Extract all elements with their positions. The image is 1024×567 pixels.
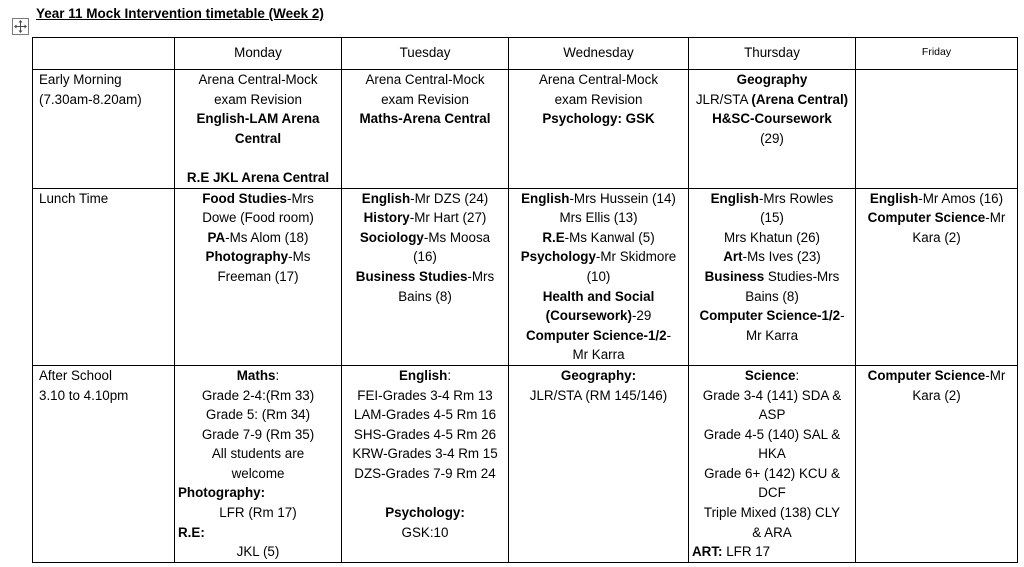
cell-text: :	[275, 367, 280, 383]
cell-text: JLR/STA (RM 145/146)	[529, 387, 668, 403]
subject-label: English-LAM Arena	[196, 111, 320, 127]
cell-text: & ARA	[752, 524, 792, 540]
page-title: Year 11 Mock Intervention timetable (Week 2)	[36, 6, 324, 21]
cell-line	[178, 148, 338, 168]
cell-line	[692, 425, 852, 445]
cell-text: -Mr Amos (16)	[918, 190, 1004, 206]
subject-label: (Coursework)	[545, 308, 632, 324]
cell-line	[512, 109, 685, 129]
table-row-after-school	[33, 365, 1018, 562]
cell-text: All students are	[211, 446, 305, 462]
cell-line	[512, 267, 685, 287]
subject-label: Science	[744, 367, 796, 383]
header-friday: Friday	[856, 38, 1018, 70]
cell-line	[512, 247, 685, 267]
subject-label: Computer Science	[867, 210, 986, 226]
cell-line	[178, 483, 338, 503]
row-label-line: Lunch Time	[39, 190, 109, 206]
cell-text: -Mr Hart (27)	[409, 210, 487, 226]
subject-label: Psychology:	[385, 505, 465, 521]
cell-line	[692, 287, 852, 307]
cell-line	[512, 70, 685, 90]
cell-early-morning-tuesday	[342, 70, 509, 189]
cell-line	[692, 542, 852, 562]
cell-line	[178, 267, 338, 287]
cell-text: -29	[631, 308, 652, 324]
table-move-handle[interactable]	[12, 18, 29, 35]
cell-early-morning-monday	[175, 70, 342, 189]
cell-text: LFR (Rm 17)	[219, 505, 297, 521]
cell-line	[859, 208, 1014, 228]
cell-line	[345, 208, 505, 228]
cell-after-school-tuesday	[342, 365, 509, 562]
subject-label: Geography:	[560, 367, 637, 383]
cell-text: Arena Central-Mock	[538, 72, 659, 87]
cell-text: -	[666, 327, 672, 343]
cell-text: -Mrs	[287, 190, 314, 206]
cell-text: Grade 2-4:(Rm 33)	[201, 387, 315, 403]
cell-line	[512, 306, 685, 326]
cell-line	[692, 208, 852, 228]
cell-line	[178, 503, 338, 523]
cell-line	[692, 326, 852, 346]
cell-line	[345, 228, 505, 248]
cell-text: JLR/STA	[695, 91, 752, 107]
cell-line	[859, 386, 1014, 406]
subject-label: Psychology: GSK	[542, 111, 655, 127]
cell-line	[345, 70, 505, 90]
cell-line	[178, 523, 338, 543]
cell-line	[178, 386, 338, 406]
subject-label: Psychology	[520, 249, 596, 265]
cell-text: -Ms	[288, 249, 311, 265]
cell-text: HKA	[758, 446, 786, 462]
cell-line	[692, 483, 852, 503]
cell-text: Mr Karra	[572, 347, 625, 363]
subject-label: R.E JKL Arena Central	[186, 169, 330, 185]
cell-line	[178, 542, 338, 562]
cell-text: welcome	[231, 465, 285, 481]
cell-line	[345, 464, 505, 484]
cell-after-school-friday	[856, 365, 1018, 562]
cell-line	[692, 444, 852, 464]
cell-text: Bains (8)	[398, 288, 452, 304]
table-row-early-morning	[33, 70, 1018, 189]
cell-text: -Mrs	[467, 268, 495, 284]
subject-label: Business	[704, 268, 765, 284]
subject-label: Sociology	[359, 229, 424, 245]
cell-line	[692, 228, 852, 248]
cell-line	[345, 189, 505, 209]
cell-line	[512, 386, 685, 406]
cell-lunch-time-thursday	[689, 188, 856, 365]
subject-label: Computer Science-1/2	[525, 327, 667, 343]
cell-text: LAM-Grades 4-5 Rm 16	[353, 407, 497, 423]
cell-text: Arena Central-Mock	[198, 72, 318, 87]
subject-label: History	[363, 210, 410, 226]
cell-text: -Mrs Rowles	[758, 190, 834, 206]
cell-text: Grade 3-4 (141) SDA &	[702, 387, 842, 403]
cell-line	[345, 90, 505, 110]
cell-line	[345, 503, 505, 523]
cell-line	[692, 306, 852, 326]
subject-label: Maths	[236, 367, 276, 383]
cell-line	[345, 386, 505, 406]
cell-line	[345, 444, 505, 464]
subject-label: R.E	[542, 229, 565, 245]
subject-label: Computer Science-1/2	[699, 308, 841, 324]
cell-text: :	[447, 367, 452, 383]
cell-line	[692, 503, 852, 523]
cell-line	[178, 70, 338, 90]
cell-text: Kara (2)	[912, 387, 961, 403]
cell-text: -Mr DZS (24)	[410, 190, 489, 206]
cell-line	[692, 405, 852, 425]
subject-label: Art	[723, 249, 743, 265]
table-row-lunch-time	[33, 188, 1018, 365]
cell-text: Kara (2)	[912, 229, 961, 245]
cell-line	[859, 189, 1014, 209]
cell-text: -Ms Alom (18)	[225, 229, 309, 245]
timetable	[32, 37, 1018, 563]
subject-label: Business Studies	[355, 268, 468, 284]
subject-label: Central	[234, 130, 282, 146]
header-thursday: Thursday	[689, 38, 856, 70]
cell-line	[692, 386, 852, 406]
cell-line	[692, 109, 852, 129]
cell-text: Grade 6+ (142) KCU &	[704, 465, 840, 481]
subject-label: Photography:	[178, 485, 266, 501]
cell-line	[692, 189, 852, 209]
row-label	[33, 70, 175, 189]
subject-label: Food Studies	[202, 190, 288, 206]
cell-line	[178, 129, 338, 149]
cell-text: Triple Mixed (138) CLY	[703, 505, 841, 521]
header-monday: Monday	[175, 38, 342, 70]
cell-line	[692, 247, 852, 267]
cell-after-school-monday	[175, 365, 342, 562]
cell-text: Freeman (17)	[217, 268, 299, 284]
cell-line	[512, 326, 685, 346]
header-row	[33, 38, 1018, 70]
cell-line	[512, 366, 685, 386]
cell-text: -	[840, 308, 845, 324]
cell-after-school-thursday	[689, 365, 856, 562]
row-label	[33, 365, 175, 562]
row-label-line: 3.10 to 4.10pm	[39, 387, 129, 403]
cell-text: -Ms Ives (23)	[742, 249, 821, 265]
cell-text: DZS-Grades 7-9 Rm 24	[354, 465, 496, 481]
cell-line	[178, 109, 338, 129]
cell-line	[345, 267, 505, 287]
row-label-line: After School	[39, 367, 112, 383]
cell-text: :	[795, 367, 800, 383]
cell-line	[345, 109, 505, 129]
cell-text: exam Revision	[554, 91, 643, 107]
cell-text: -Mrs Hussein (14)	[569, 190, 676, 206]
cell-line	[178, 366, 338, 386]
cell-text: Bains (8)	[745, 288, 799, 304]
subject-label: PA	[207, 229, 226, 245]
cell-line	[178, 189, 338, 209]
subject-label: Health and Social	[542, 288, 655, 304]
cell-line	[345, 425, 505, 445]
subject-label: Photography	[205, 249, 289, 265]
subject-label: (Arena Central)	[751, 91, 849, 107]
cell-text: exam Revision	[214, 91, 302, 107]
subject-label: English	[710, 190, 759, 206]
subject-label: R.E:	[178, 524, 205, 540]
cell-text: Grade 7-9 (Rm 35)	[201, 426, 315, 442]
cell-lunch-time-friday	[856, 188, 1018, 365]
cell-text: SHS-Grades 4-5 Rm 26	[353, 426, 497, 442]
cell-line	[178, 247, 338, 267]
cell-early-morning-friday	[856, 70, 1018, 189]
cell-line	[512, 228, 685, 248]
cell-text: FEI-Grades 3-4 Rm 13	[357, 387, 493, 403]
cell-text: Grade 4-5 (140) SAL &	[703, 426, 841, 442]
subject-label: ART:	[692, 544, 723, 560]
cell-text: (10)	[586, 268, 611, 284]
cell-line	[692, 70, 852, 90]
cell-line	[859, 228, 1014, 248]
cell-lunch-time-monday	[175, 188, 342, 365]
cell-line	[178, 208, 338, 228]
cell-text: -Mr	[985, 367, 1006, 383]
cell-text: (15)	[760, 210, 784, 226]
cell-line	[178, 168, 338, 188]
cell-line	[512, 287, 685, 307]
cell-line	[345, 483, 505, 503]
subject-label: Maths-Arena Central	[359, 111, 491, 127]
row-label	[33, 188, 175, 365]
cell-text: JKL (5)	[236, 544, 280, 560]
cell-text: -Ms Moosa	[423, 229, 491, 245]
cell-text: Mr Karra	[745, 327, 799, 343]
cell-text: -Ms Kanwal (5)	[564, 229, 655, 245]
cell-text: Studies-Mrs	[764, 268, 840, 284]
cell-line	[345, 523, 505, 543]
cell-text: Mrs Ellis (13)	[559, 210, 638, 226]
cell-line	[692, 267, 852, 287]
cell-line	[692, 129, 852, 149]
subject-label: English	[521, 190, 570, 206]
cell-line	[178, 228, 338, 248]
cell-lunch-time-tuesday	[342, 188, 509, 365]
cell-text: Grade 5: (Rm 34)	[205, 407, 311, 423]
row-label-line: Early Morning	[39, 72, 122, 87]
cell-line	[178, 464, 338, 484]
cell-line	[859, 366, 1014, 386]
subject-label: English	[361, 190, 411, 206]
cell-text: -Mr Skidmore	[595, 249, 677, 265]
subject-label: English	[398, 367, 448, 383]
subject-label: Geography	[736, 72, 808, 87]
cell-text: Arena Central-Mock	[365, 72, 485, 87]
cell-line	[178, 425, 338, 445]
cell-text: Mrs Khatun (26)	[723, 229, 820, 245]
header-wednesday: Wednesday	[509, 38, 689, 70]
cell-text: ASP	[758, 407, 786, 423]
cell-line	[512, 345, 685, 365]
cell-text: -Mr	[985, 210, 1006, 226]
row-label-line: (7.30am-8.20am)	[39, 91, 142, 107]
cell-line	[345, 366, 505, 386]
subject-label: English	[869, 190, 919, 206]
cell-early-morning-thursday	[689, 70, 856, 189]
cell-line	[345, 287, 505, 307]
cell-line	[692, 366, 852, 386]
cell-after-school-wednesday	[509, 365, 689, 562]
cell-text: LFR 17	[722, 544, 771, 560]
cell-line	[178, 90, 338, 110]
cell-text: GSK:10	[401, 524, 449, 540]
subject-label: H&SC-Coursework	[712, 111, 832, 127]
cell-text: (29)	[760, 130, 784, 146]
move-arrows-icon	[14, 20, 27, 33]
cell-line	[692, 464, 852, 484]
cell-line	[692, 90, 852, 110]
cell-text: (16)	[413, 249, 437, 265]
cell-line	[178, 444, 338, 464]
cell-line	[345, 247, 505, 267]
cell-line	[512, 189, 685, 209]
cell-text: exam Revision	[381, 91, 469, 107]
cell-text: KRW-Grades 3-4 Rm 15	[352, 446, 498, 462]
cell-line	[512, 90, 685, 110]
cell-line	[692, 523, 852, 543]
cell-text: Dowe (Food room)	[202, 210, 314, 226]
cell-lunch-time-wednesday	[509, 188, 689, 365]
cell-line	[512, 208, 685, 228]
cell-text: DCF	[758, 485, 786, 501]
header-corner	[33, 38, 175, 70]
cell-line	[178, 405, 338, 425]
cell-early-morning-wednesday	[509, 70, 689, 189]
subject-label: Computer Science	[867, 367, 986, 383]
header-tuesday: Tuesday	[342, 38, 509, 70]
cell-line	[345, 405, 505, 425]
